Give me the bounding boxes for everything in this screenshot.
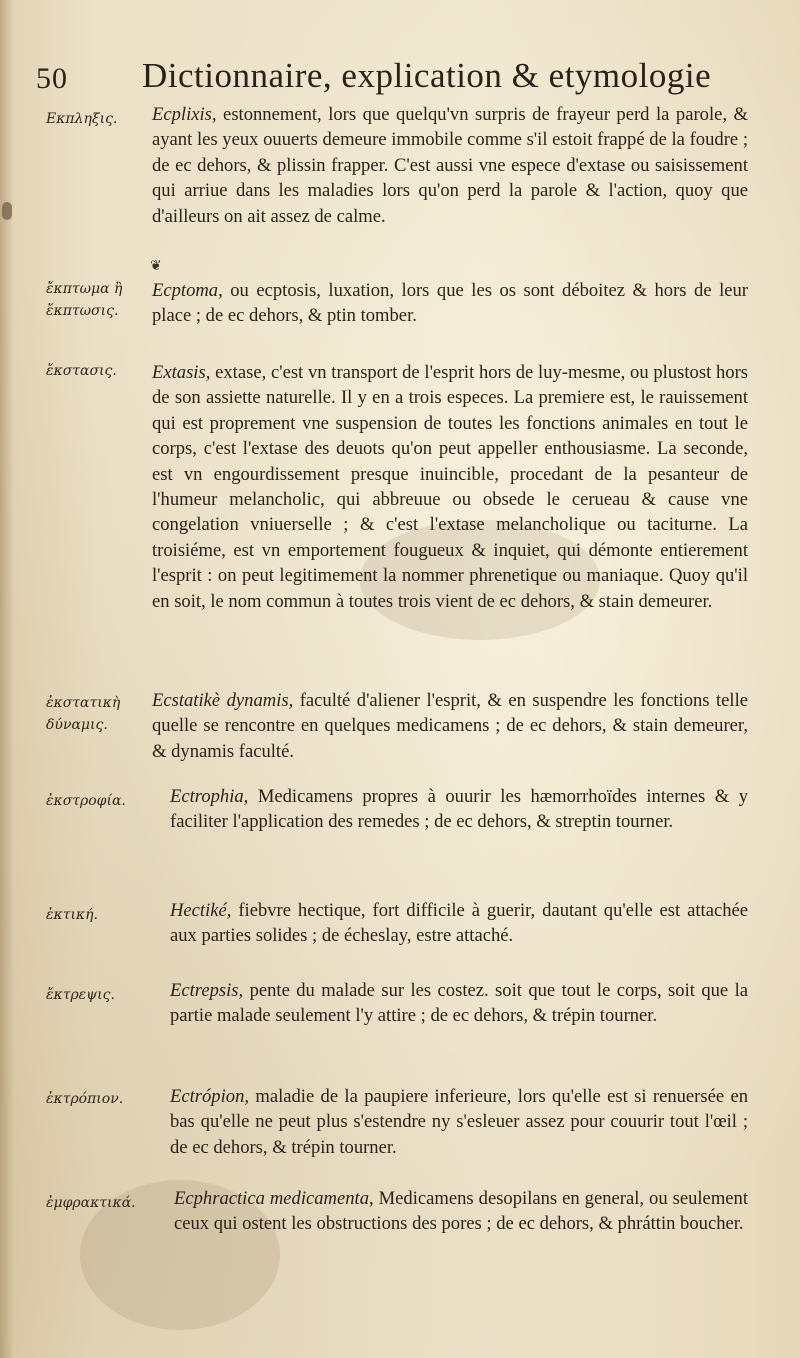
entry-definition: estonnement, lors que quelqu'vn surpris de frayeur perd la parole, & ayant les yeux ouuerts demeure immobile comme s'il estoit frappé de la foudre ; de ec dehors, & plissin frapper. C'est aussi vne espece d'extase ou saisissement qui arriue dans les maladies lors qu'on perd la parole & l'action, quoy que d'ailleurs on ait assez de calme. — [152, 104, 748, 227]
greek-term: ἑκτική. — [46, 907, 98, 923]
greek-term: ἔκπτωμα ἢ ἔκπτωσις. — [46, 281, 123, 319]
greek-term: ἐκστροφία. — [46, 793, 126, 809]
entry-text — [152, 278, 748, 329]
entry-headword: Ectrópion, — [170, 1086, 250, 1107]
entry-text — [170, 1084, 748, 1160]
entry-text — [152, 102, 748, 229]
running-title: Dictionnaire, explication & etymologie — [142, 56, 712, 95]
entry-headword: Ecptoma, — [152, 280, 223, 301]
entry-definition: Medicamens desopilans en general, ou seulement ceux qui ostent les obstructions des pores ; de ec dehors, & phráttin boucher. — [174, 1188, 748, 1235]
entry-text — [170, 784, 748, 835]
greek-term: Εκπληξις. — [46, 111, 118, 127]
entry-definition: Medicamens propres à ouurir les hæmorrhoïdes internes & y faciliter l'application des remedes ; de ec dehors, & streptin tourner. — [170, 786, 748, 833]
entry-definition: pente du malade sur les costez. soit que tout le corps, soit que la partie malade seulement l'y attire ; de ec dehors, & trépin tourner. — [170, 980, 748, 1027]
greek-term: ἐκτρόπιον. — [46, 1091, 124, 1107]
page-header — [36, 56, 760, 106]
page-number: 50 — [36, 62, 68, 95]
binding-mark — [2, 202, 12, 220]
entry-definition: fiebvre hectique, fort difficile à guerir, dautant qu'elle est attachée aux parties solides ; de écheslay, estre attaché. — [170, 900, 748, 947]
entry-definition: extase, c'est vn transport de l'esprit hors de luy-mesme, ou plustost hors de son assiette naturelle. Il y en a trois especes. La premiere est, le rauissement qui est proprement vne suspension de toutes les fonctions animales en tout le corps, c'est l'extase des deuots qu'on peut appeller enthousiasme. La seconde, est vn engourdissement presque inuincible, procedant de la pesanteur de l'humeur melancholic, qui abbreuue ou obsede le cerueau & cause vne congelation vniuerselle ; & c'est l'extase melancholique ou taciturne. La troisiéme, est vn emportement fougueux & inquiet, qui démonte entierement l'esprit : on peut legitimement la nommer phrenetique ou maniaque. Quoy qu'il en soit, le nom commun à toutes trois vient de ec dehors, & stain demeurer. — [152, 362, 748, 612]
greek-term: ἔκστασις. — [46, 363, 117, 379]
entry-headword: Extasis, — [152, 362, 211, 383]
entry-text — [170, 978, 748, 1029]
entry-text — [152, 360, 748, 614]
entry-text — [152, 688, 748, 764]
entry-headword: Ecphractica medicamenta, — [174, 1188, 374, 1209]
greek-term: ἐμφρακτικά. — [46, 1195, 136, 1211]
entry-headword: Ecstatikè dynamis, — [152, 690, 294, 711]
entry-headword: Hectiké, — [170, 900, 232, 921]
entry-definition: ou ecptosis, luxation, lors que les os sont déboitez & hors de leur place ; de ec dehors, & ptin tomber. — [152, 280, 748, 327]
greek-term: ἐκστατικὴ δύναμις. — [46, 695, 121, 733]
entry-definition: faculté d'aliener l'esprit, & en suspendre les fonctions telle quelle se rencontre en quelques medicamens ; de ec dehors, & stain demeurer, & dynamis faculté. — [152, 690, 749, 762]
entry-headword: Ectrepsis, — [170, 980, 244, 1001]
entry-definition: maladie de la paupiere inferieure, lors qu'elle est si renuersée en bas qu'elle ne peut plus s'estendre ny s'esleuer assez pour couurir tout l'œil ; de ec dehors, & trépin tourner. — [170, 1086, 748, 1158]
entry-headword: Ectrophia, — [170, 786, 249, 807]
ornament-glyph: ❦ — [150, 259, 162, 274]
entry-text — [174, 1186, 748, 1237]
entry-text — [170, 898, 748, 949]
entry-headword: Ecplixis, — [152, 104, 217, 125]
greek-term: ἔκτρεψις. — [46, 987, 115, 1003]
